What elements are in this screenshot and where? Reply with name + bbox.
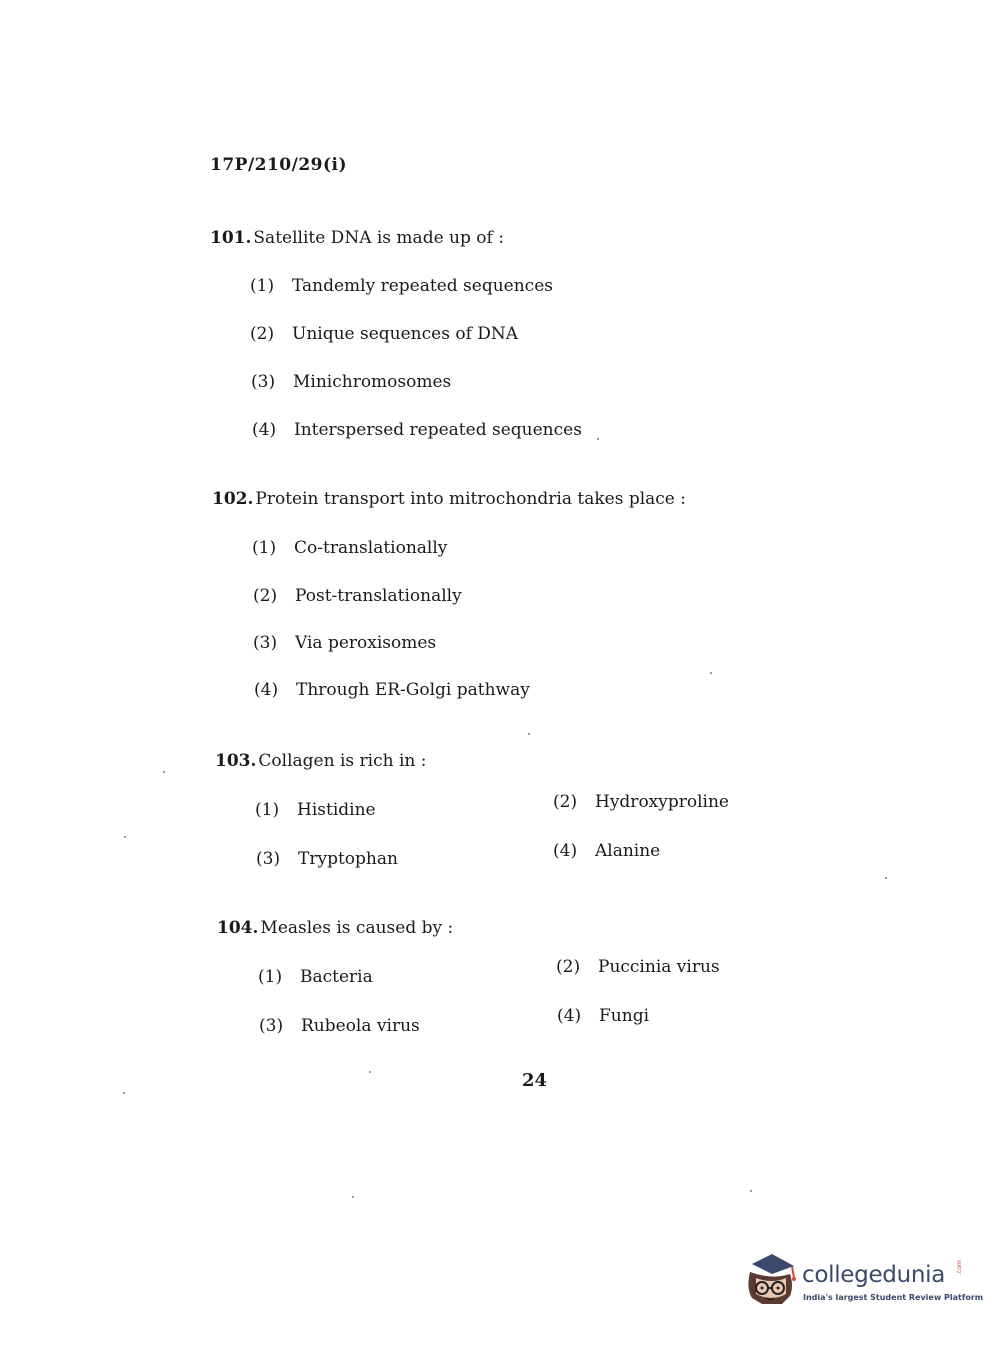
option-text: Histidine [297,800,376,820]
question-103 [215,751,426,771]
option-104-4 [557,1006,649,1026]
scan-speck [750,1190,752,1192]
option-number: (1) [255,800,280,820]
option-number: (4) [557,1006,582,1026]
option-text: Bacteria [300,967,373,987]
option-number: (1) [258,967,283,987]
question-text: Protein transport into mitrochondria takes place : [255,489,687,509]
option-102-3 [253,633,436,653]
question-number: 104. [217,918,259,938]
question-number: 103. [215,751,257,771]
question-number: 101. [210,228,252,248]
question-text: Satellite DNA is made up of : [253,228,504,248]
option-text: Tandemly repeated sequences [292,276,553,296]
mascot-icon [742,1248,800,1310]
option-101-1 [250,276,553,296]
option-text: Hydroxyproline [595,792,729,812]
scan-speck [369,1071,371,1073]
option-text: Tryptophan [298,849,398,869]
page-number: 24 [522,1070,548,1091]
option-102-1 [252,538,447,558]
option-number: (1) [250,276,275,296]
scan-speck [352,1196,354,1198]
logo-suffix: .com [956,1260,963,1275]
scan-speck [710,672,712,674]
scan-speck [123,1092,125,1094]
question-102 [212,489,686,509]
logo-brand: collegedunia [802,1262,946,1288]
option-104-2 [556,957,720,977]
option-104-1 [258,967,373,987]
question-number: 102. [212,489,254,509]
scan-speck [528,733,530,735]
option-103-4 [553,841,660,861]
option-number: (2) [253,586,278,606]
option-number: (3) [251,372,276,392]
option-text: Rubeola virus [301,1016,420,1036]
option-number: (1) [252,538,277,558]
option-text: Minichromosomes [293,372,452,392]
option-text: Via peroxisomes [295,633,437,653]
question-text: Measles is caused by : [260,918,454,938]
option-number: (4) [254,680,279,700]
option-number: (3) [256,849,281,869]
option-text: Unique sequences of DNA [292,324,519,344]
option-text: Interspersed repeated sequences [294,420,582,440]
option-103-3 [256,849,398,869]
option-text: Alanine [595,841,661,861]
option-101-3 [251,372,451,392]
option-text: Co-translationally [294,538,448,558]
option-number: (4) [553,841,578,861]
scan-speck [163,771,165,773]
option-text: Post-translationally [295,586,462,606]
scan-speck [597,438,599,440]
option-number: (2) [250,324,275,344]
option-103-2 [553,792,729,812]
scan-speck [885,877,887,879]
option-103-1 [255,800,376,820]
question-104 [217,918,453,938]
option-104-3 [259,1016,420,1036]
paper-code: 17P/210/29(i) [210,155,348,175]
option-102-2 [253,586,462,606]
option-101-2 [250,324,518,344]
question-101 [210,228,504,248]
option-number: (3) [259,1016,284,1036]
option-number: (2) [553,792,578,812]
option-text: Through ER-Golgi pathway [296,680,530,700]
option-text: Fungi [599,1006,650,1026]
option-102-4 [254,680,530,700]
option-text: Puccinia virus [598,957,720,977]
scan-speck [124,836,126,838]
question-text: Collagen is rich in : [258,751,427,771]
option-number: (2) [556,957,581,977]
collegedunia-logo [742,1248,984,1318]
logo-tagline: India's largest Student Review Platform [803,1293,984,1302]
option-number: (4) [252,420,277,440]
option-101-4 [252,420,582,440]
option-number: (3) [253,633,278,653]
